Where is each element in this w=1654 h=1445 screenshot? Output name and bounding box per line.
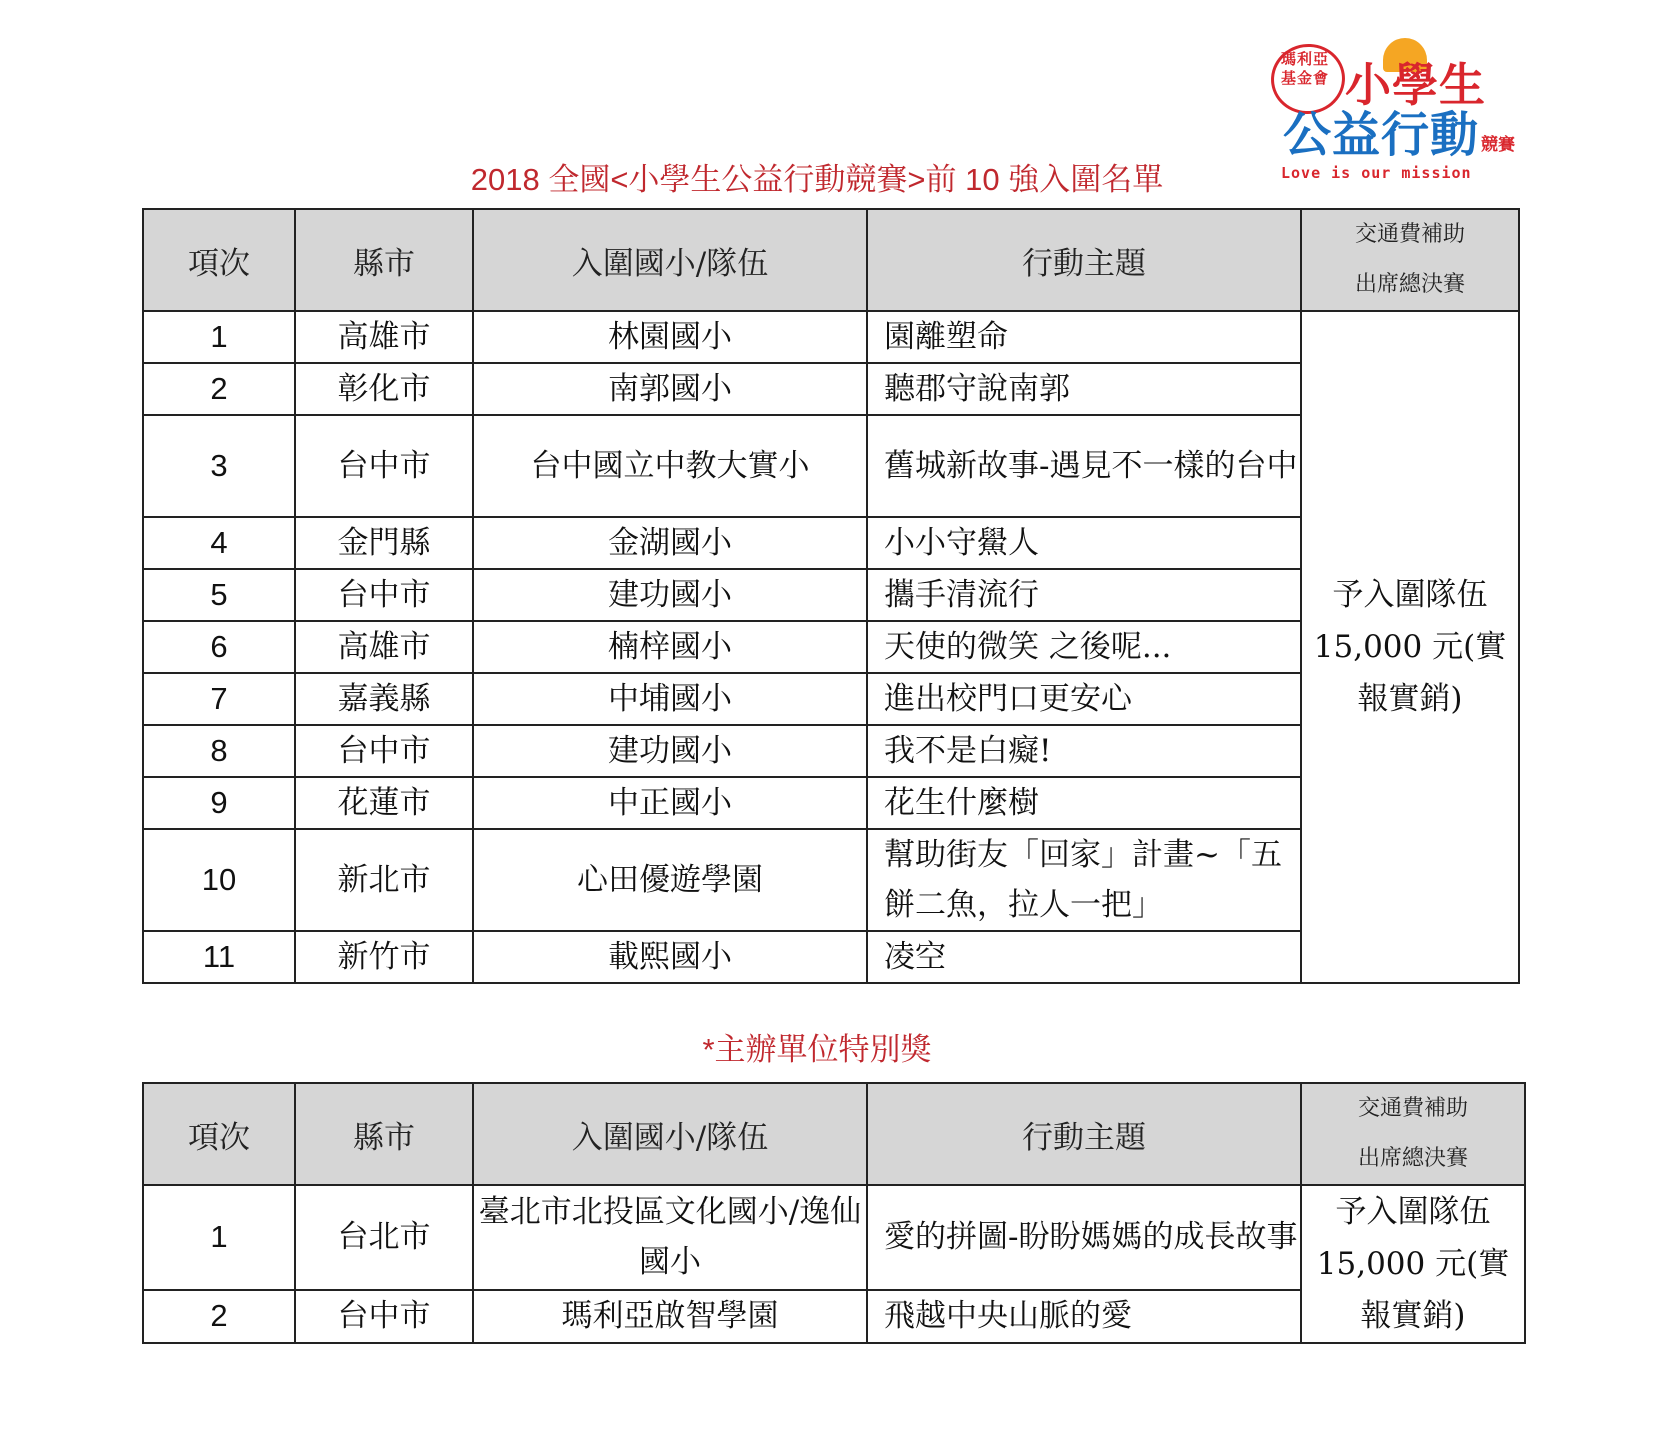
- logo-line1: 小學生: [1345, 58, 1486, 112]
- header-item-no: 項次: [143, 209, 295, 311]
- header-subsidy-line1: 交通費補助: [1357, 1096, 1468, 1121]
- row-city: 花蓮市: [295, 777, 473, 829]
- row-school: 中埔國小: [473, 673, 867, 725]
- table-row: [143, 311, 1519, 363]
- row-school: 建功國小: [473, 725, 867, 777]
- row-school: 中正國小: [473, 777, 867, 829]
- row-theme: 我不是白癡!: [867, 725, 1301, 777]
- logo-suffix: 競賽: [1481, 135, 1515, 155]
- row-no: 6: [143, 621, 295, 673]
- logo-line2: 公益行動: [1283, 107, 1480, 163]
- row-city: 台中市: [295, 569, 473, 621]
- row-city: 台北市: [295, 1185, 473, 1290]
- header-city: 縣市: [295, 1083, 473, 1185]
- row-city: 高雄市: [295, 621, 473, 673]
- finalists-title: 2018 全國<小學生公益行動競賽>前 10 強入圍名單: [470, 162, 1164, 197]
- header-item-no: 項次: [143, 1083, 295, 1185]
- row-no: 10: [143, 829, 295, 931]
- row-school: 瑪利亞啟智學園: [473, 1290, 867, 1343]
- header-subsidy-line2: 出席總決賽: [1354, 272, 1465, 297]
- special-award-title: *主辦單位特別獎: [702, 1032, 932, 1067]
- finalists-table: [142, 208, 1520, 984]
- row-theme: 聽郡守說南郭: [867, 363, 1301, 415]
- row-city: 金門縣: [295, 517, 473, 569]
- row-school: 楠梓國小: [473, 621, 867, 673]
- special-award-table: [142, 1082, 1526, 1344]
- row-school: 心田優遊學園: [473, 829, 867, 931]
- row-city: 台中市: [295, 1290, 473, 1343]
- table-header-row: [143, 1083, 1525, 1185]
- row-no: 9: [143, 777, 295, 829]
- header-school: 入圍國小/隊伍: [473, 1083, 867, 1185]
- header-subsidy-line1: 交通費補助: [1354, 222, 1465, 247]
- row-theme: 花生什麼樹: [867, 777, 1301, 829]
- row-no: 11: [143, 931, 295, 983]
- row-no: 1: [143, 1185, 295, 1290]
- row-no: 4: [143, 517, 295, 569]
- subsidy-cell: 予入圍隊伍15,000 元(實報實銷): [1301, 311, 1519, 983]
- logo-tagline: Love is our mission: [1281, 164, 1472, 182]
- header-theme: 行動主題: [867, 209, 1301, 311]
- row-city: 彰化市: [295, 363, 473, 415]
- row-school: 金湖國小: [473, 517, 867, 569]
- row-school: 林園國小: [473, 311, 867, 363]
- header-subsidy: [1301, 209, 1519, 311]
- row-school: 台中國立中教大實小: [473, 415, 867, 517]
- subsidy-cell: 予入圍隊伍15,000 元(實報實銷): [1301, 1185, 1525, 1343]
- row-city: 台中市: [295, 415, 473, 517]
- row-theme: 進出校門口更安心: [867, 673, 1301, 725]
- logo-bubble-text: 瑪利亞基金會: [1280, 50, 1329, 87]
- row-theme: 園離塑命: [867, 311, 1301, 363]
- header-theme: 行動主題: [867, 1083, 1301, 1185]
- row-no: 8: [143, 725, 295, 777]
- row-city: 高雄市: [295, 311, 473, 363]
- header-subsidy: [1301, 1083, 1525, 1185]
- header-city: 縣市: [295, 209, 473, 311]
- row-theme: 凌空: [867, 931, 1301, 983]
- row-theme: 愛的拼圖-盼盼媽媽的成長故事: [867, 1185, 1301, 1290]
- table-row: [143, 1185, 1525, 1290]
- row-no: 7: [143, 673, 295, 725]
- header-school: 入圍國小/隊伍: [473, 209, 867, 311]
- row-no: 3: [143, 415, 295, 517]
- row-city: 嘉義縣: [295, 673, 473, 725]
- row-school: 載熙國小: [473, 931, 867, 983]
- row-school: 南郭國小: [473, 363, 867, 415]
- row-no: 2: [143, 363, 295, 415]
- row-theme: 天使的微笑 之後呢...: [867, 621, 1301, 673]
- row-no: 5: [143, 569, 295, 621]
- row-theme: 幫助街友「回家」計畫~「五餅二魚，拉人一把」: [867, 829, 1301, 931]
- row-theme: 飛越中央山脈的愛: [867, 1290, 1301, 1343]
- table-header-row: [143, 209, 1519, 311]
- row-school: 建功國小: [473, 569, 867, 621]
- row-no: 2: [143, 1290, 295, 1343]
- row-theme: 小小守鱟人: [867, 517, 1301, 569]
- row-city: 台中市: [295, 725, 473, 777]
- row-theme: 攜手清流行: [867, 569, 1301, 621]
- row-no: 1: [143, 311, 295, 363]
- row-city: 新竹市: [295, 931, 473, 983]
- header-subsidy-line2: 出席總決賽: [1357, 1146, 1468, 1171]
- row-city: 新北市: [295, 829, 473, 931]
- row-school: 臺北市北投區文化國小/逸仙國小: [473, 1185, 867, 1290]
- row-theme: 舊城新故事-遇見不一樣的台中: [867, 415, 1301, 517]
